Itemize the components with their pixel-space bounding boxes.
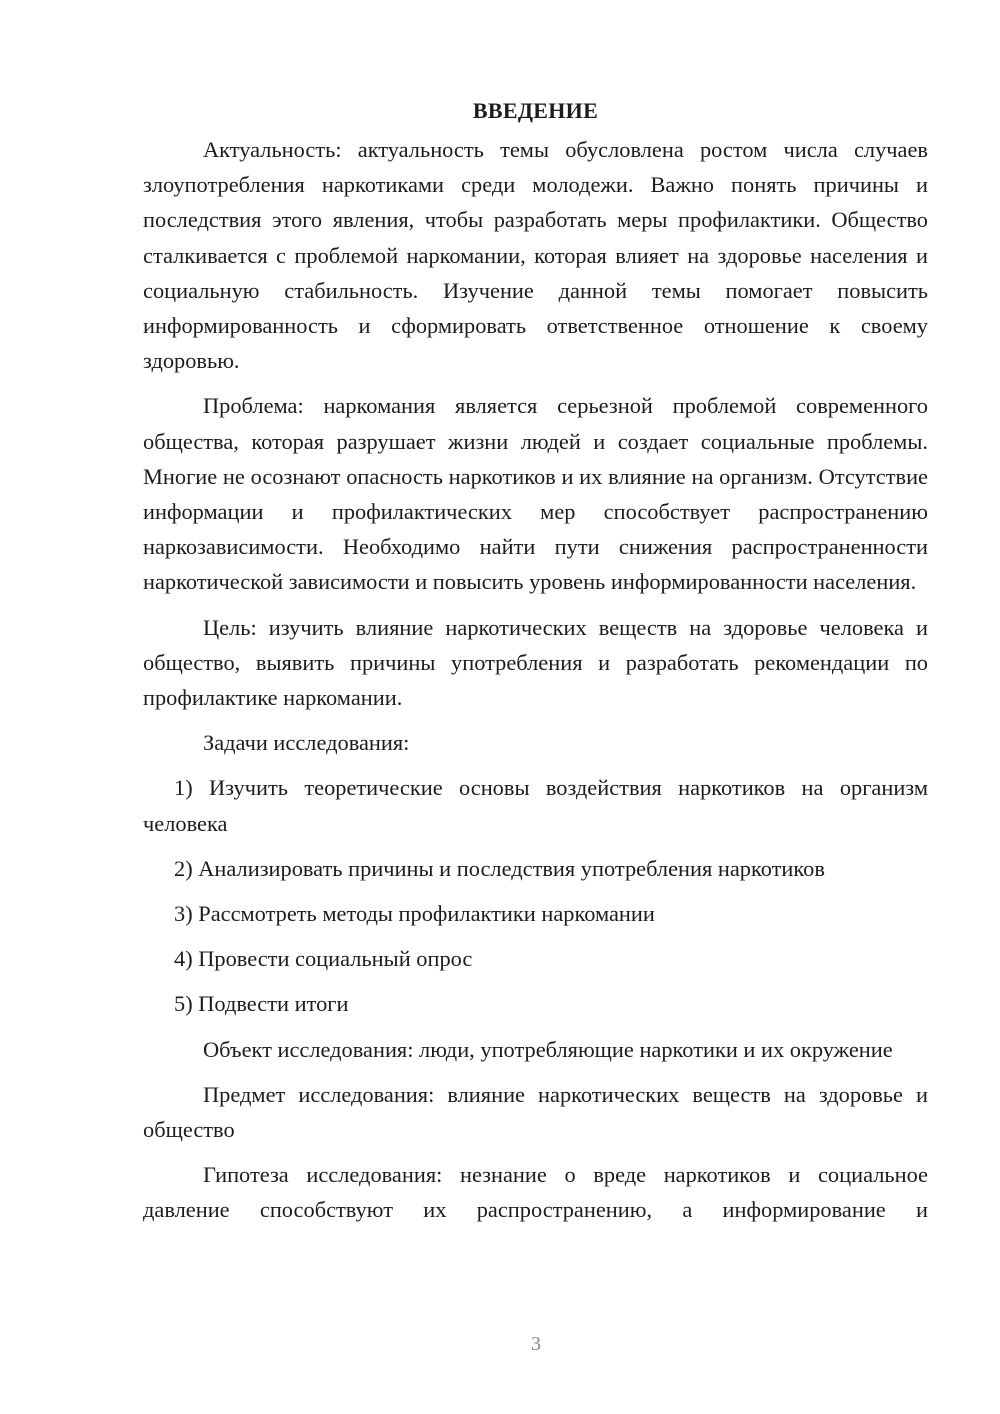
hypothesis-paragraph: Гипотеза исследования: незнание о вреде наркотиков и социальное давление способствуют их распространению, а информирование и bbox=[143, 1162, 928, 1223]
task-item-1: 1) Изучить теоретические основы воздействия наркотиков на организм человека bbox=[143, 775, 928, 836]
tasks-heading: Задачи исследования: bbox=[203, 730, 410, 756]
relevance-paragraph: Актуальность: актуальность темы обусловлена ростом числа случаев злоупотребления наркотиками среди молодежи. Важно понять причины и последствия этого явления, чтобы разработать меры профилактики. Общество сталкивается с проблемой наркомании, которая влияет на здоровье населения и социальную стабильность. Изучение данной темы помогает повысить информированность и сформировать ответственное отношение к своему здоровью. bbox=[143, 137, 928, 374]
page-title: ВВЕДЕНИЕ bbox=[472, 98, 599, 123]
goal-paragraph: Цель: изучить влияние наркотических веществ на здоровье человека и общество, выявить причины употребления и разработать рекомендации по профилактике наркомании. bbox=[143, 614, 928, 711]
object-paragraph: Объект исследования: люди, употребляющие наркотики и их окружение bbox=[203, 1036, 893, 1062]
task-item-4: 4) Провести социальный опрос bbox=[174, 946, 473, 972]
page-content bbox=[143, 93, 928, 1238]
task-item-5: 5) Подвести итоги bbox=[174, 991, 349, 1017]
problem-paragraph: Проблема: наркомания является серьезной проблемой современного общества, которая разрушает жизни людей и создает социальные проблемы. Многие не осознают опасность наркотиков и их влияние на организм. Отсутствие информации и профилактических мер способствует распространению наркозависимости. Необходимо найти пути снижения распространенности наркотической зависимости и повысить уровень информированности населения. bbox=[143, 393, 928, 595]
task-item-2: 2) Анализировать причины и последствия употребления наркотиков bbox=[174, 855, 825, 881]
subject-paragraph: Предмет исследования: влияние наркотических веществ на здоровье и общество bbox=[143, 1081, 928, 1143]
page-number: 3 bbox=[531, 1333, 541, 1355]
task-item-3: 3) Рассмотреть методы профилактики наркомании bbox=[174, 901, 655, 927]
